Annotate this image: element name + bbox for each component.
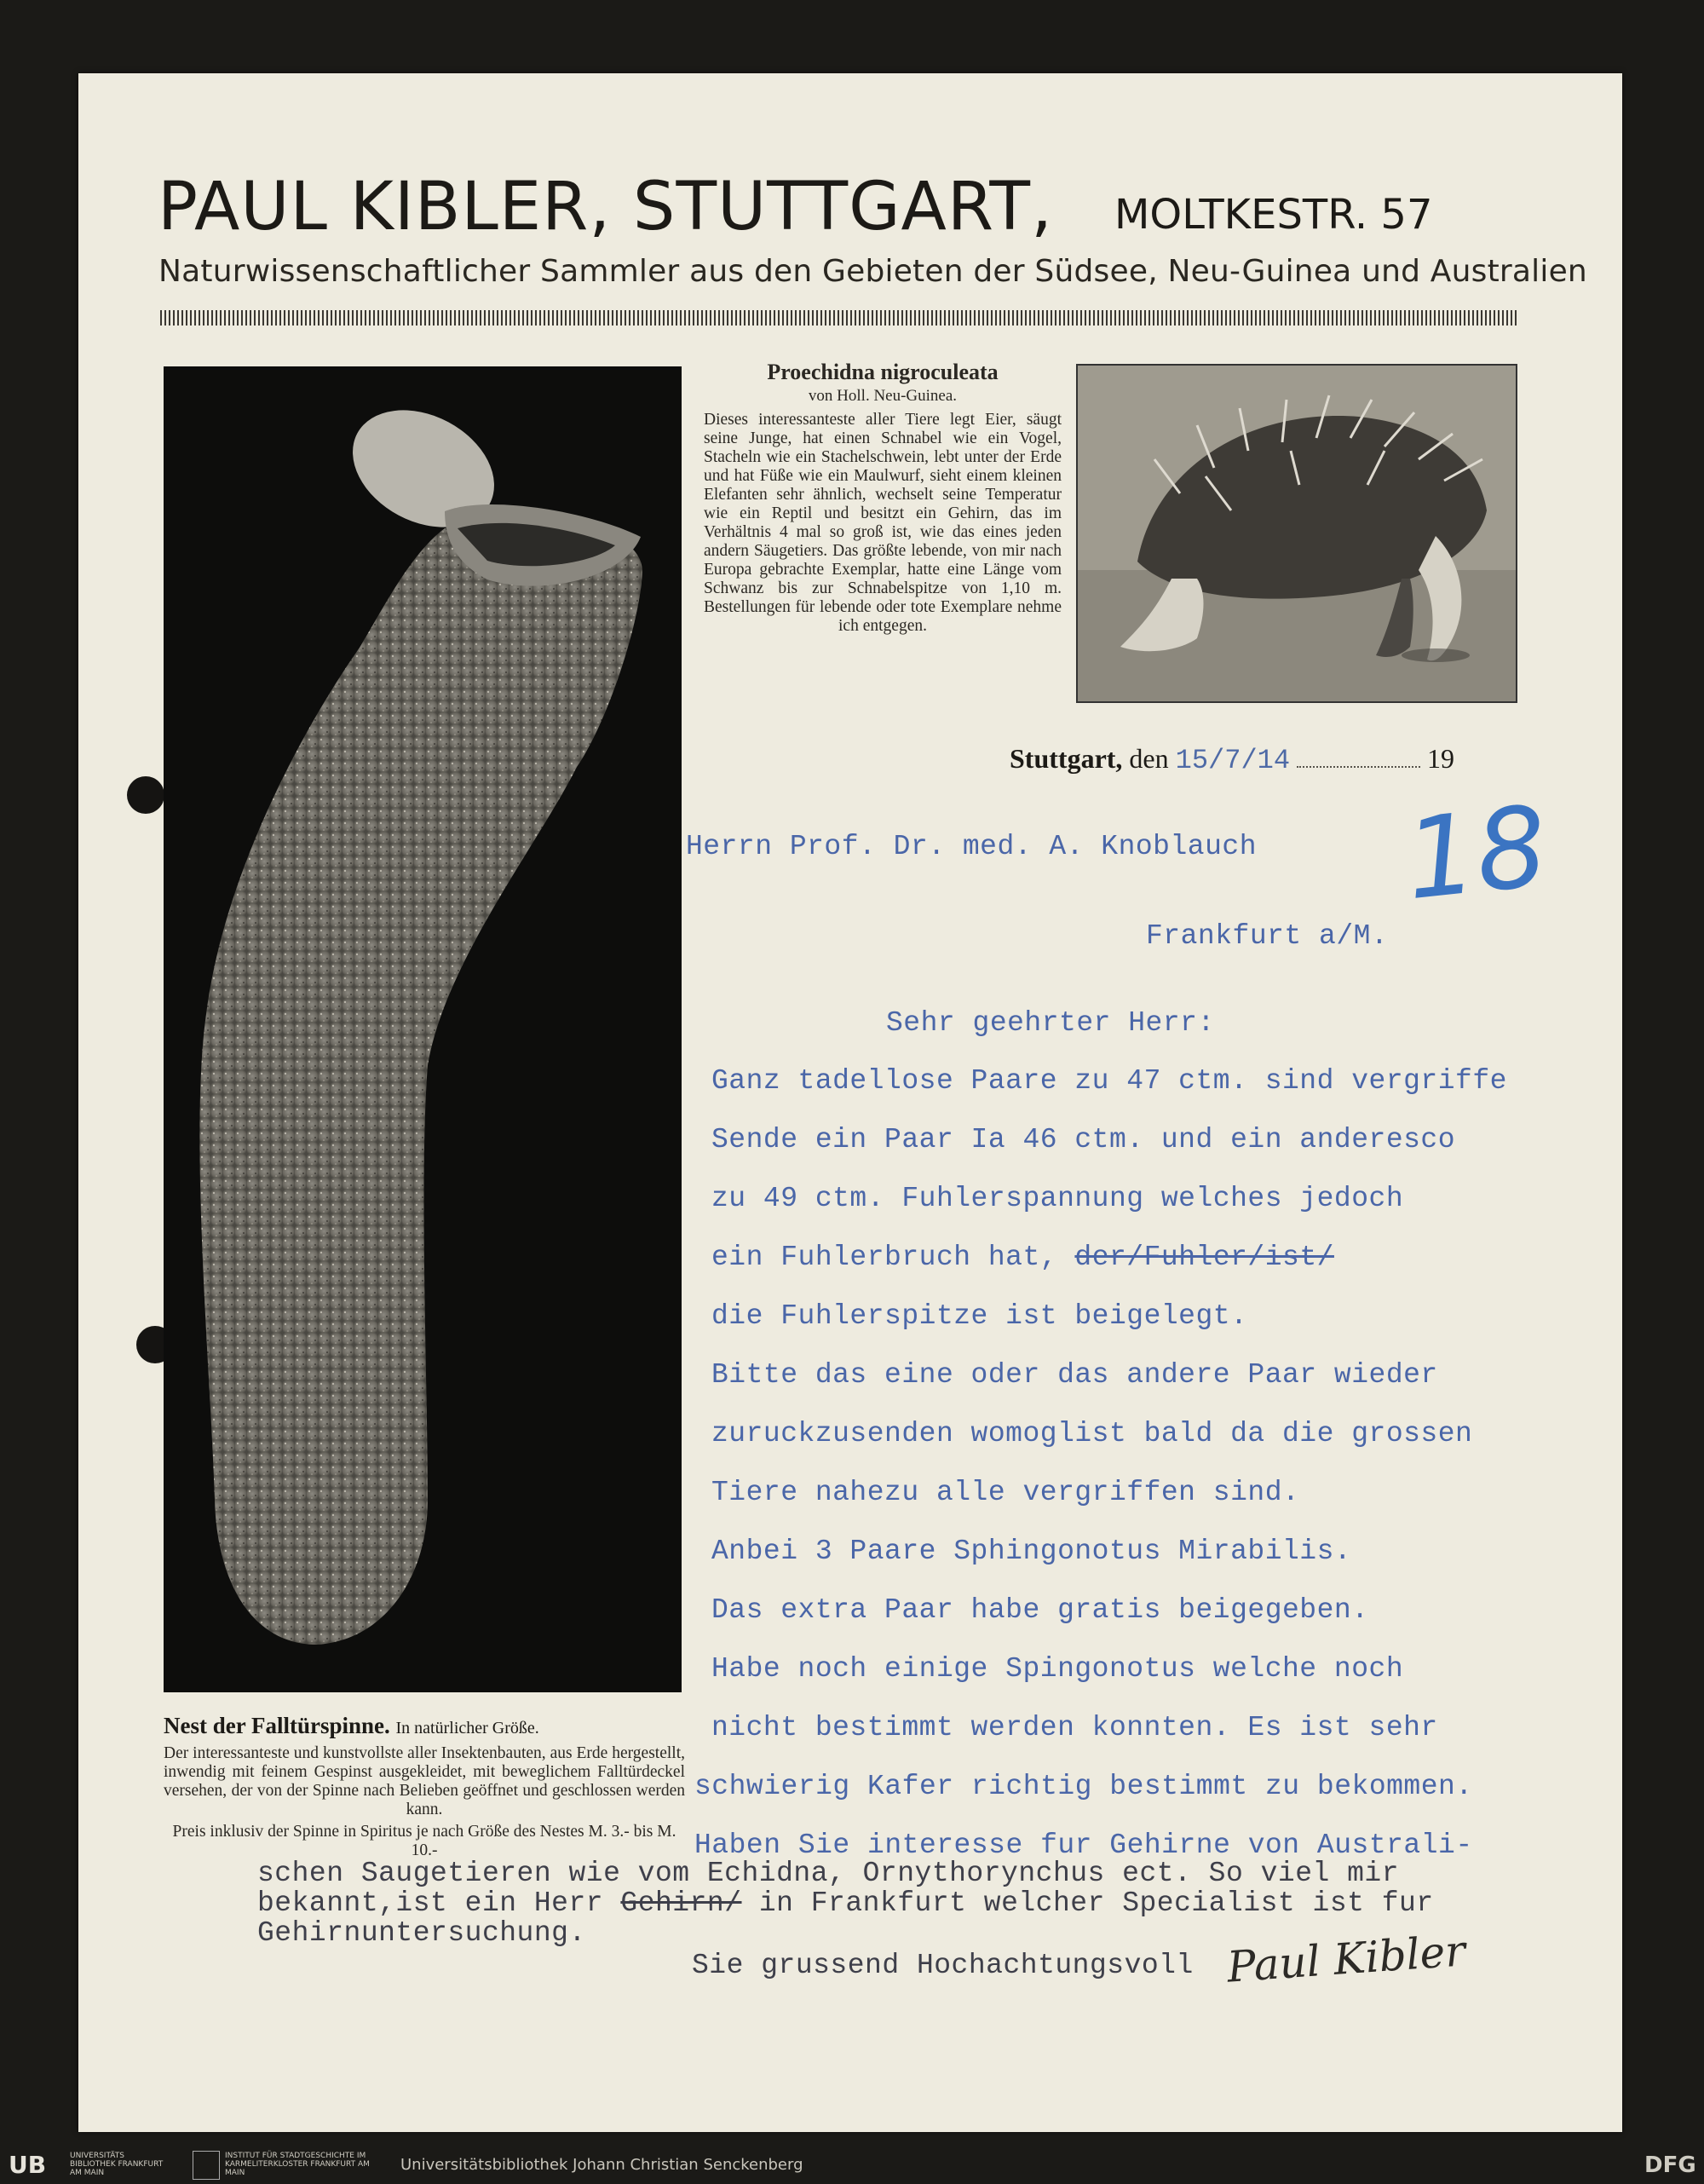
letter-line-lower: Gehirnuntersuchung. [257, 1917, 586, 1949]
echidna-illustration [1078, 366, 1516, 701]
punch-hole [127, 776, 164, 814]
proechidna-body: Dieses interessanteste aller Tiere legt Eier, säugt seine Junge, hat einen Schnabel wie ein Vogel, Stacheln wie ein Stachelschwein, lebt unter der Erde und hat Füße wie ein Maulwurf, sieht einem kleinen Elefanten sehr ähnlich, wechselt seine Temperatur wie ein Reptil und besitzt ein Gehirn, das im Verhältnis 4 mal so groß ist, wie das eines jeden andern Säugetiers. Das größte lebende, von mir nach Europa gebrachte Exemplar, hatte eine Länge vom Schwanz bis zur Schnabelspitze von 1,10 m. Bestellungen für lebende oder tote Exemplare nehme ich entgegen. [704, 411, 1062, 635]
nest-caption-title [164, 1713, 685, 1739]
letterhead-address: MOLTKESTR. 57 [1114, 191, 1433, 239]
proechidna-description [704, 360, 1062, 636]
nest-size-note: In natürlicher Größe. [395, 1719, 539, 1737]
dateline-city: Stuttgart, [1010, 743, 1123, 774]
letter-recipient: Herrn Prof. Dr. med. A. Knoblauch [686, 831, 1258, 862]
letterhead-rule [160, 310, 1518, 326]
ub-logo-text: UNIVERSITÄTS BIBLIOTHEK FRANKFURT AM MAIN [70, 2152, 164, 2177]
letter-line: zuruckzusenden womoglist bald da die grossen [711, 1418, 1473, 1449]
footer-credit: Universitätsbibliothek Johann Christian Senckenberg [400, 2156, 803, 2174]
signature: Paul Kibler [1225, 1926, 1467, 1992]
dateline-date: 15/7/14 [1175, 745, 1291, 776]
letter-struck-text: der/Fuhler/ist/ [1074, 1242, 1334, 1273]
dateline-den: den [1129, 743, 1169, 774]
letter-line: Habe noch einige Spingonotus welche noch [711, 1653, 1404, 1685]
handwritten-number: 18 [1399, 781, 1553, 925]
dfg-logo: DFG [1644, 2152, 1696, 2178]
letter-line-lower [257, 1887, 1434, 1919]
letter-line: nicht bestimmt werden konnten. Es ist sehr [711, 1712, 1438, 1743]
letter-line: Tiere nahezu alle vergriffen sind. [711, 1477, 1300, 1508]
letter-line-text: in Frankfurt welcher Specialist ist fur [758, 1887, 1434, 1919]
letter-line: Ganz tadellose Paare zu 47 ctm. sind vergriffe [711, 1065, 1507, 1097]
dateline-year: 19 [1427, 743, 1455, 774]
letter-line [711, 1242, 1334, 1273]
archive-footer [0, 2147, 1704, 2184]
nest-caption [164, 1713, 685, 1860]
institute-logo-text: INSTITUT FÜR STADTGESCHICHTE IM KARMELITERKLOSTER FRANKFURT AM MAIN [225, 2152, 370, 2177]
echidna-photo [1076, 364, 1517, 703]
letter-line-lower: schen Saugetieren wie vom Echidna, Ornythorynchus ect. So viel mir [257, 1858, 1400, 1889]
letter-line-text: bekannt,ist ein Herr [257, 1887, 604, 1919]
nest-title: Nest der Falltürspinne. [164, 1713, 390, 1738]
letterhead-name: PAUL KIBLER, STUTTGART, [158, 169, 1053, 245]
letter-struck-name: Gehirn/ [620, 1887, 742, 1919]
letter-salutation: Sehr geehrter Herr: [886, 1007, 1215, 1039]
letter-line: die Fuhlerspitze ist beigelegt. [711, 1300, 1248, 1332]
nest-description: Der interessanteste und kunstvollste aller Insektenbauten, aus Erde hergestellt, inwendig mit feinem Gespinst ausgekleidet, mit beweglichem Falltürdeckel versehen, der von der Spinne nach Belieben geöffnet und geschlossen werden kann. [164, 1744, 685, 1818]
proechidna-title: Proechidna nigroculeata [767, 360, 999, 384]
letter-line: schwierig Kafer richtig bestimmt zu bekommen. [694, 1771, 1473, 1802]
letterhead-tagline: Naturwissenschaftlicher Sammler aus den Gebieten der Südsee, Neu-Guinea und Australien [158, 254, 1587, 289]
ub-logo: UB [9, 2151, 47, 2179]
trapdoor-spider-nest-photo [164, 366, 682, 1692]
letter-line: Das extra Paar habe gratis beigegeben. [711, 1594, 1369, 1626]
letter-closing: Sie grussend Hochachtungsvoll [692, 1950, 1194, 1981]
letter-place: Frankfurt a/M. [1146, 920, 1389, 952]
letter-line: Haben Sie interesse fur Gehirne von Australi- [694, 1830, 1473, 1861]
nest-price: Preis inklusiv der Spinne in Spiritus je nach Größe des Nestes M. 3.- bis M. 10.- [172, 1823, 676, 1859]
dateline [1010, 743, 1454, 776]
letter-line-text: ein Fuhlerbruch hat, [711, 1242, 1058, 1273]
proechidna-subtitle: von Holl. Neu-Guinea. [808, 387, 958, 405]
letter-line: Sende ein Paar Ia 46 ctm. und ein anderesco [711, 1124, 1456, 1155]
letter-line: Anbei 3 Paare Sphingonotus Mirabilis. [711, 1536, 1352, 1567]
letter-line: zu 49 ctm. Fuhlerspannung welches jedoch [711, 1183, 1404, 1214]
nest-illustration [164, 366, 682, 1692]
dateline-dots [1297, 759, 1420, 768]
letter-line: Bitte das eine oder das andere Paar wieder [711, 1359, 1438, 1391]
institute-logo-icon [193, 2151, 220, 2180]
